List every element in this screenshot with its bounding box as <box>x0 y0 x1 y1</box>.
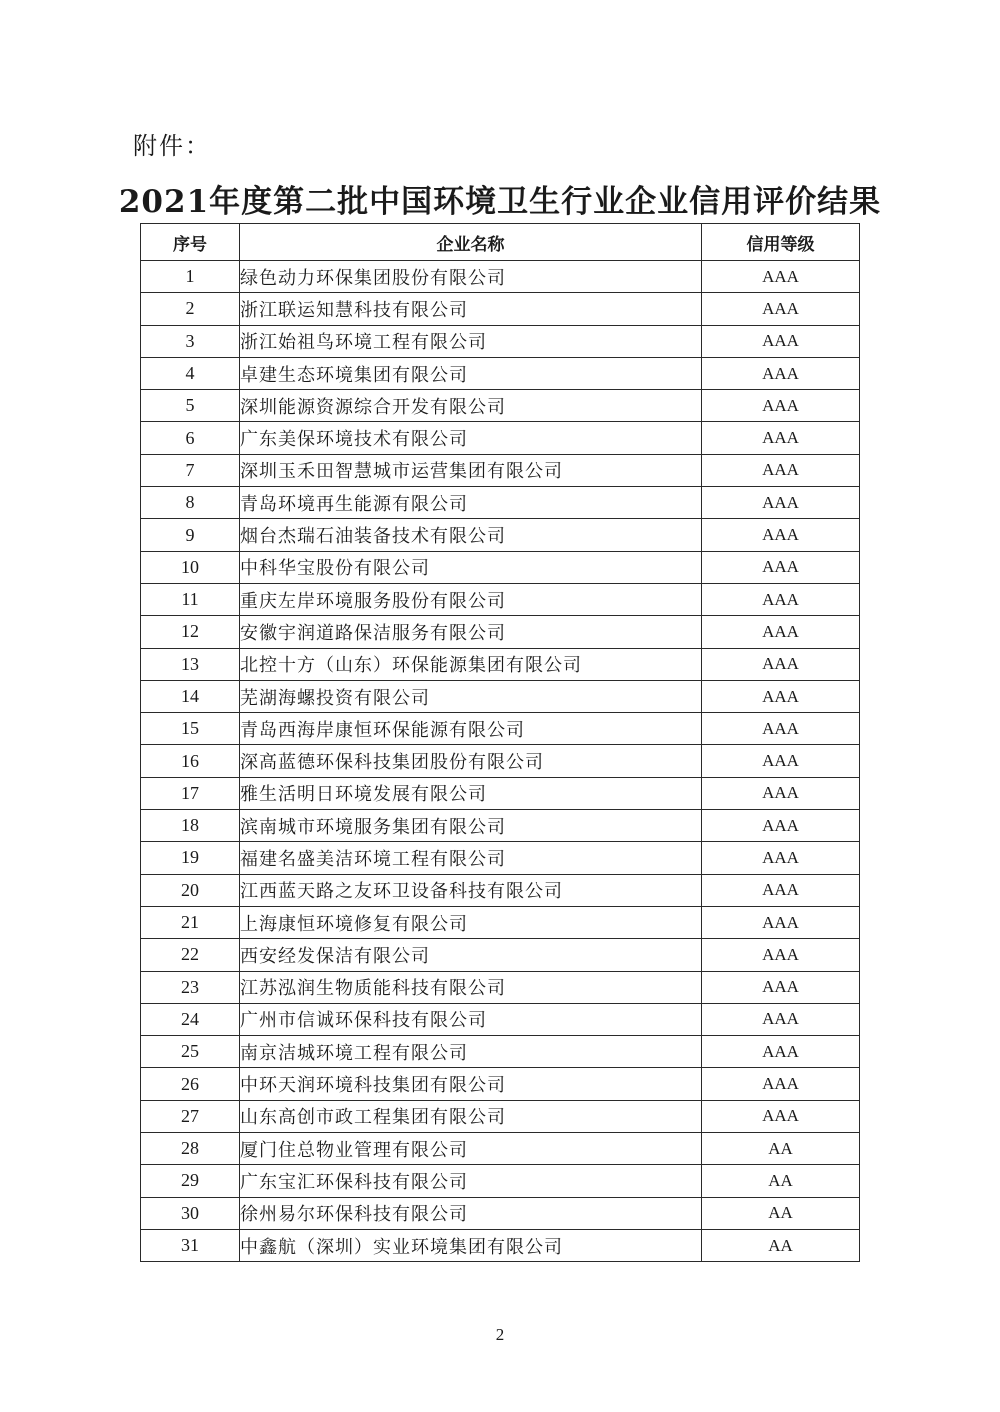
row-credit-grade-cell: AAA <box>702 971 860 1003</box>
row-company-name-cell: 滨南城市环境服务集团有限公司 <box>240 810 702 842</box>
row-company-name-cell: 深圳能源资源综合开发有限公司 <box>240 390 702 422</box>
row-company-name-cell: 深高蓝德环保科技集团股份有限公司 <box>240 745 702 777</box>
row-seq-cell: 18 <box>141 810 240 842</box>
table-row <box>141 1100 860 1132</box>
row-seq-cell: 23 <box>141 971 240 1003</box>
row-credit-grade-cell: AAA <box>702 1003 860 1035</box>
row-company-name-cell: 安徽宇润道路保洁服务有限公司 <box>240 616 702 648</box>
row-company-name-cell: 徐州易尔环保科技有限公司 <box>240 1197 702 1229</box>
credit-rating-table <box>140 223 860 1262</box>
table-row <box>141 551 860 583</box>
row-credit-grade-cell: AAA <box>702 616 860 648</box>
row-company-name-cell: 山东高创市政工程集团有限公司 <box>240 1100 702 1132</box>
row-seq-cell: 24 <box>141 1003 240 1035</box>
row-company-name-cell: 绿色动力环保集团股份有限公司 <box>240 261 702 293</box>
row-seq-cell: 6 <box>141 422 240 454</box>
table-row <box>141 1197 860 1229</box>
row-credit-grade-cell: AAA <box>702 583 860 615</box>
table-row <box>141 939 860 971</box>
row-company-name-cell: 上海康恒环境修复有限公司 <box>240 906 702 938</box>
row-seq-cell: 13 <box>141 648 240 680</box>
row-company-name-cell: 中鑫航（深圳）实业环境集团有限公司 <box>240 1229 702 1261</box>
row-company-name-cell: 广东美保环境技术有限公司 <box>240 422 702 454</box>
table-row <box>141 1003 860 1035</box>
row-credit-grade-cell: AAA <box>702 939 860 971</box>
row-seq-cell: 22 <box>141 939 240 971</box>
row-company-name-cell: 中环天润环境科技集团有限公司 <box>240 1068 702 1100</box>
row-seq-cell: 4 <box>141 357 240 389</box>
row-credit-grade-cell: AA <box>702 1197 860 1229</box>
row-credit-grade-cell: AAA <box>702 357 860 389</box>
row-seq-cell: 31 <box>141 1229 240 1261</box>
table-row <box>141 325 860 357</box>
table-row <box>141 519 860 551</box>
row-seq-cell: 9 <box>141 519 240 551</box>
row-credit-grade-cell: AAA <box>702 777 860 809</box>
column-header-name: 企业名称 <box>240 224 702 261</box>
row-credit-grade-cell: AAA <box>702 842 860 874</box>
row-company-name-cell: 浙江联运知慧科技有限公司 <box>240 293 702 325</box>
table-row <box>141 1229 860 1261</box>
page-title: 2021年度第二批中国环境卫生行业企业信用评价结果 <box>118 184 882 220</box>
table-row <box>141 648 860 680</box>
row-credit-grade-cell: AAA <box>702 680 860 712</box>
table-row <box>141 971 860 1003</box>
page-number: 2 <box>495 1325 505 1344</box>
row-company-name-cell: 青岛环境再生能源有限公司 <box>240 487 702 519</box>
row-company-name-cell: 烟台杰瑞石油装备技术有限公司 <box>240 519 702 551</box>
row-seq-cell: 26 <box>141 1068 240 1100</box>
row-credit-grade-cell: AAA <box>702 874 860 906</box>
row-credit-grade-cell: AA <box>702 1165 860 1197</box>
row-seq-cell: 17 <box>141 777 240 809</box>
table-row <box>141 390 860 422</box>
row-credit-grade-cell: AAA <box>702 810 860 842</box>
row-company-name-cell: 雅生活明日环境发展有限公司 <box>240 777 702 809</box>
row-company-name-cell: 广州市信诚环保科技有限公司 <box>240 1003 702 1035</box>
table-header-row <box>141 224 860 261</box>
row-seq-cell: 20 <box>141 874 240 906</box>
table-row <box>141 874 860 906</box>
table-row <box>141 1133 860 1165</box>
row-seq-cell: 15 <box>141 713 240 745</box>
attachment-label: 附件： <box>133 132 211 160</box>
row-company-name-cell: 中科华宝股份有限公司 <box>240 551 702 583</box>
row-credit-grade-cell: AAA <box>702 713 860 745</box>
row-seq-cell: 5 <box>141 390 240 422</box>
row-credit-grade-cell: AAA <box>702 293 860 325</box>
row-credit-grade-cell: AAA <box>702 1068 860 1100</box>
column-header-grade: 信用等级 <box>702 224 860 261</box>
row-seq-cell: 2 <box>141 293 240 325</box>
row-seq-cell: 1 <box>141 261 240 293</box>
row-credit-grade-cell: AAA <box>702 454 860 486</box>
table-row <box>141 422 860 454</box>
row-seq-cell: 8 <box>141 487 240 519</box>
row-company-name-cell: 厦门住总物业管理有限公司 <box>240 1133 702 1165</box>
table-row <box>141 293 860 325</box>
table-row <box>141 745 860 777</box>
column-header-seq: 序号 <box>141 224 240 261</box>
row-company-name-cell: 江西蓝天路之友环卫设备科技有限公司 <box>240 874 702 906</box>
table-row <box>141 1068 860 1100</box>
row-seq-cell: 27 <box>141 1100 240 1132</box>
row-credit-grade-cell: AAA <box>702 745 860 777</box>
row-seq-cell: 21 <box>141 906 240 938</box>
table-row <box>141 261 860 293</box>
table-row <box>141 1036 860 1068</box>
row-seq-cell: 11 <box>141 583 240 615</box>
table-row <box>141 680 860 712</box>
table-row <box>141 616 860 648</box>
table-row <box>141 810 860 842</box>
row-credit-grade-cell: AAA <box>702 422 860 454</box>
row-credit-grade-cell: AA <box>702 1133 860 1165</box>
table-row <box>141 1165 860 1197</box>
table-row <box>141 583 860 615</box>
row-company-name-cell: 卓建生态环境集团有限公司 <box>240 357 702 389</box>
row-credit-grade-cell: AAA <box>702 648 860 680</box>
row-credit-grade-cell: AAA <box>702 906 860 938</box>
table-row <box>141 357 860 389</box>
row-credit-grade-cell: AAA <box>702 487 860 519</box>
row-seq-cell: 7 <box>141 454 240 486</box>
row-credit-grade-cell: AAA <box>702 1100 860 1132</box>
table-body <box>141 261 860 1262</box>
row-credit-grade-cell: AAA <box>702 325 860 357</box>
row-seq-cell: 19 <box>141 842 240 874</box>
row-seq-cell: 25 <box>141 1036 240 1068</box>
row-seq-cell: 14 <box>141 680 240 712</box>
row-credit-grade-cell: AAA <box>702 1036 860 1068</box>
row-company-name-cell: 青岛西海岸康恒环保能源有限公司 <box>240 713 702 745</box>
row-seq-cell: 30 <box>141 1197 240 1229</box>
row-company-name-cell: 西安经发保洁有限公司 <box>240 939 702 971</box>
row-company-name-cell: 芜湖海螺投资有限公司 <box>240 680 702 712</box>
row-company-name-cell: 深圳玉禾田智慧城市运营集团有限公司 <box>240 454 702 486</box>
row-company-name-cell: 江苏泓润生物质能科技有限公司 <box>240 971 702 1003</box>
row-credit-grade-cell: AA <box>702 1229 860 1261</box>
table-row <box>141 713 860 745</box>
row-seq-cell: 10 <box>141 551 240 583</box>
row-seq-cell: 12 <box>141 616 240 648</box>
row-company-name-cell: 重庆左岸环境服务股份有限公司 <box>240 583 702 615</box>
row-credit-grade-cell: AAA <box>702 261 860 293</box>
row-seq-cell: 16 <box>141 745 240 777</box>
row-company-name-cell: 广东宝汇环保科技有限公司 <box>240 1165 702 1197</box>
row-credit-grade-cell: AAA <box>702 551 860 583</box>
row-company-name-cell: 福建名盛美洁环境工程有限公司 <box>240 842 702 874</box>
row-seq-cell: 3 <box>141 325 240 357</box>
table-row <box>141 487 860 519</box>
row-company-name-cell: 浙江始祖鸟环境工程有限公司 <box>240 325 702 357</box>
table-row <box>141 454 860 486</box>
row-company-name-cell: 北控十方（山东）环保能源集团有限公司 <box>240 648 702 680</box>
table-row <box>141 906 860 938</box>
row-credit-grade-cell: AAA <box>702 519 860 551</box>
row-credit-grade-cell: AAA <box>702 390 860 422</box>
row-seq-cell: 29 <box>141 1165 240 1197</box>
row-company-name-cell: 南京洁城环境工程有限公司 <box>240 1036 702 1068</box>
row-seq-cell: 28 <box>141 1133 240 1165</box>
table-row <box>141 777 860 809</box>
table-row <box>141 842 860 874</box>
